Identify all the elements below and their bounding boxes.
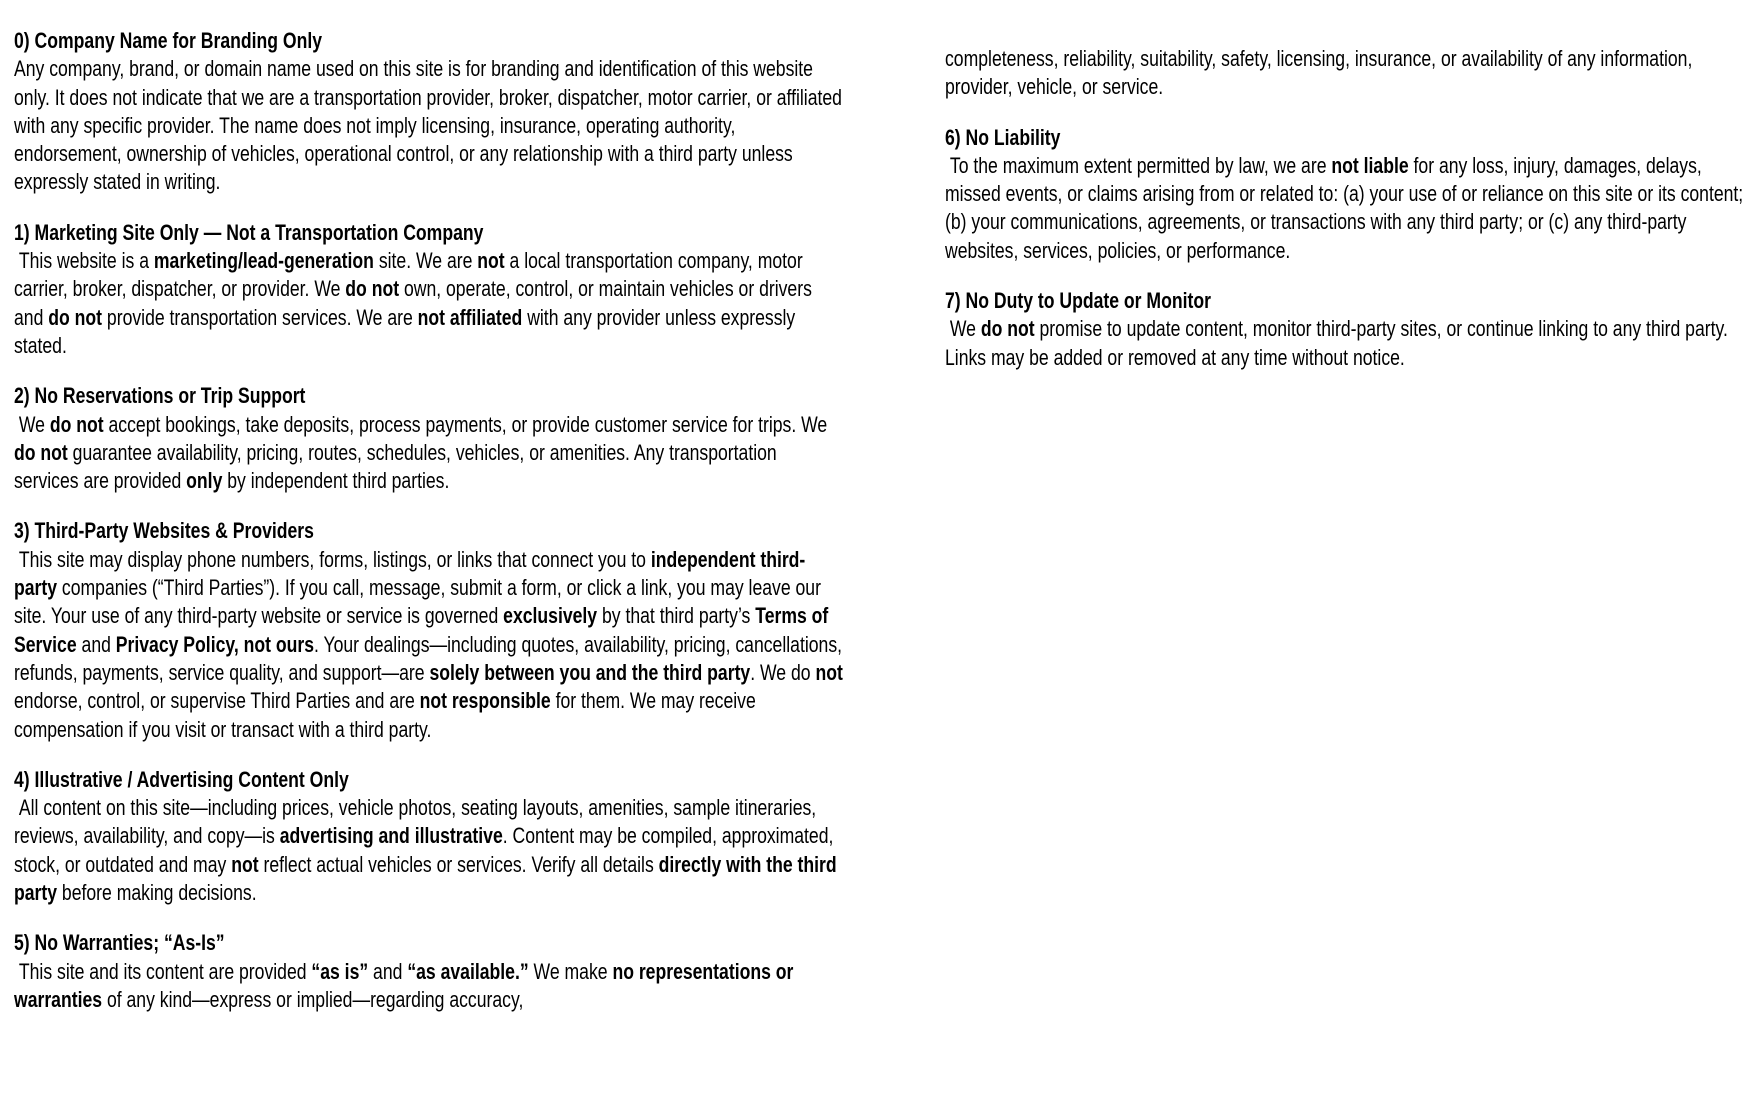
text-segment: for them. We may receive compensation if you visit or transact with a third party. bbox=[14, 688, 756, 742]
section-paragraph bbox=[14, 247, 846, 360]
text-segment: guarantee availability, pricing, routes, schedules, vehicles, or amenities. Any transportation services are provided bbox=[14, 439, 777, 494]
text-segment: with any provider unless expressly stated. bbox=[14, 304, 796, 358]
bold-text-segment: not bbox=[231, 851, 259, 877]
bold-text-segment: not affiliated bbox=[417, 304, 523, 330]
text-segment: We make bbox=[528, 958, 613, 984]
section-paragraph bbox=[945, 45, 1745, 102]
bold-text-segment: not bbox=[477, 248, 505, 274]
section-paragraph bbox=[945, 152, 1745, 265]
text-segment: companies (“Third Parties”). If you call, message, submit a form, or click a link, you may leave our site. Your use of any third-party website or service is governed bbox=[14, 575, 821, 629]
section-heading: 2) No Reservations or Trip Support bbox=[14, 383, 306, 409]
section-heading: 6) No Liability bbox=[945, 124, 1061, 150]
text-segment: Any company, brand, or domain name used on this site is for branding and identification of this website only. It does not indicate that we are a transportation provider, broker, dispatcher, motor carrier, or affiliated with any specific provider. The name does not imply licensing, insurance, operating authority, endorsement, ownership of vehicles, operational control, or any relationship with a third party unless expressly stated in writing. bbox=[14, 56, 842, 195]
text-segment: promise to update content, monitor third-party sites, or continue linking to any third party. Links may be added or removed at any time without notice. bbox=[945, 316, 1728, 370]
text-segment: and bbox=[368, 958, 408, 984]
text-column-left bbox=[14, 27, 846, 1036]
section-paragraph bbox=[945, 315, 1745, 372]
text-segment: a local transportation company, motor carrier, broker, dispatcher, or provider. We bbox=[14, 248, 803, 302]
text-segment: site. We are bbox=[373, 248, 478, 274]
text-segment: We bbox=[14, 411, 50, 437]
text-segment: completeness, reliability, suitability, safety, licensing, insurance, or availability of any information, provider, vehicle, or service. bbox=[945, 46, 1693, 100]
text-segment: We bbox=[945, 316, 981, 342]
bold-text-segment: not liable bbox=[1331, 152, 1409, 178]
text-segment: of any kind—express or implied—regarding accuracy, bbox=[102, 986, 524, 1012]
bold-text-segment: do not bbox=[980, 316, 1035, 342]
section-heading: 0) Company Name for Branding Only bbox=[14, 28, 323, 53]
text-segment: by that third party’s bbox=[597, 603, 756, 629]
section-paragraph bbox=[14, 958, 846, 1015]
bold-text-segment: do not bbox=[48, 304, 103, 330]
text-segment: This site and its content are provided bbox=[14, 958, 312, 984]
bold-text-segment: only bbox=[186, 468, 223, 494]
bold-text-segment: solely between you and the third party bbox=[429, 659, 751, 685]
bold-text-segment: “as is” bbox=[311, 958, 369, 984]
text-segment: All content on this site—including prices, vehicle photos, seating layouts, amenities, sample itineraries, reviews, availability, and copy—is bbox=[14, 795, 817, 849]
section-heading: 3) Third-Party Websites & Providers bbox=[14, 518, 314, 544]
section-heading: 5) No Warranties; “As-Is” bbox=[14, 930, 225, 956]
text-segment: by independent third parties. bbox=[222, 468, 450, 494]
text-segment: To the maximum extent permitted by law, we are bbox=[945, 152, 1332, 178]
bold-text-segment: directly with the third party bbox=[14, 851, 837, 906]
text-segment: and bbox=[76, 631, 116, 657]
text-segment: This website is a bbox=[14, 248, 154, 274]
text-column-right bbox=[945, 45, 1745, 394]
text-segment: . Content may be compiled, approximated, stock, or outdated and may bbox=[14, 823, 834, 877]
text-segment: reflect actual vehicles or services. Verify all details bbox=[258, 851, 659, 877]
bold-text-segment: not responsible bbox=[419, 688, 551, 714]
bold-text-segment: independent third-party bbox=[14, 546, 806, 601]
bold-text-segment: Terms of Service bbox=[14, 603, 829, 657]
section-heading: 7) No Duty to Update or Monitor bbox=[945, 288, 1211, 314]
text-segment: own, operate, control, or maintain vehicles or drivers and bbox=[14, 276, 812, 330]
section-heading: 1) Marketing Site Only — Not a Transportation Company bbox=[14, 219, 484, 245]
bold-text-segment: do not bbox=[14, 439, 68, 465]
text-segment: . Your dealings—including quotes, availability, pricing, cancellations, refunds, payments, service quality, and support—are bbox=[14, 631, 843, 685]
text-segment: This site may display phone numbers, forms, listings, or links that connect you to bbox=[14, 546, 651, 572]
text-segment: for any loss, injury, damages, delays, missed events, or claims arising from or related to: (a) your use of or reliance on this site or its content; (b) your communications, agreements, or transactions with any third party; or (c) any third-party websites, services, policies, or performance. bbox=[945, 152, 1744, 263]
text-segment: . We do bbox=[750, 659, 816, 685]
bold-text-segment: marketing/lead-generation bbox=[153, 248, 374, 274]
text-segment: provide transportation services. We are bbox=[102, 304, 418, 330]
section-paragraph bbox=[14, 55, 846, 196]
bold-text-segment: advertising and illustrative bbox=[279, 823, 503, 849]
bold-text-segment: Privacy Policy, not ours bbox=[115, 631, 315, 657]
bold-text-segment: “as available.” bbox=[407, 958, 529, 984]
section-paragraph bbox=[14, 546, 846, 744]
bold-text-segment: no representations or warranties bbox=[14, 958, 794, 1012]
bold-text-segment: do not bbox=[49, 411, 104, 437]
bold-text-segment: exclusively bbox=[503, 603, 598, 629]
section-paragraph bbox=[14, 794, 846, 907]
section-heading: 4) Illustrative / Advertising Content Only bbox=[14, 766, 349, 792]
text-segment: endorse, control, or supervise Third Parties and are bbox=[14, 688, 420, 714]
text-segment: accept bookings, take deposits, process payments, or provide customer service for trips. We bbox=[103, 411, 828, 437]
bold-text-segment: not bbox=[815, 659, 843, 685]
text-segment: before making decisions. bbox=[57, 880, 257, 906]
bold-text-segment: do not bbox=[345, 276, 400, 302]
section-paragraph bbox=[14, 411, 846, 496]
